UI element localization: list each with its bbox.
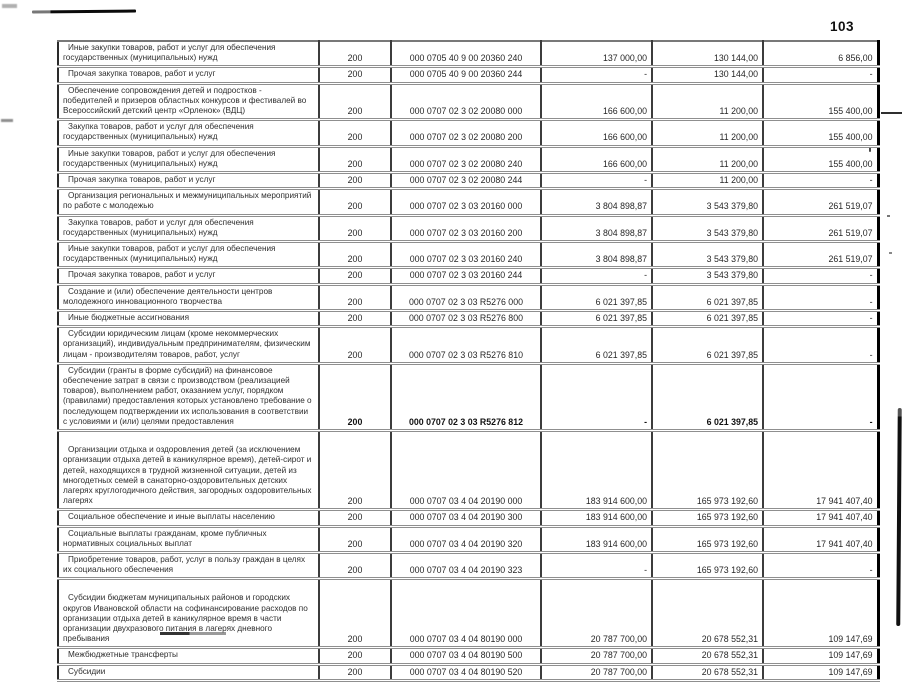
amount-approved-cell: 166 600,00 [541, 120, 652, 146]
scan-speck [887, 215, 890, 217]
amount-executed-cell: 3 543 379,80 [652, 268, 763, 284]
amount-executed-cell: 3 543 379,80 [652, 242, 763, 268]
amount-approved-cell: 3 804 898,87 [541, 242, 652, 268]
kbk-code-cell: 000 0707 02 3 02 20080 000 [391, 83, 541, 120]
scan-mark-top-line [32, 10, 136, 14]
kbk-code-cell: 000 0707 02 3 02 20080 200 [391, 120, 541, 146]
kbk-code-cell: 000 0705 40 9 00 20360 244 [391, 67, 541, 83]
scan-smudge-top-left [2, 4, 17, 8]
amount-deviation-cell: - [763, 552, 878, 578]
amount-executed-cell: 6 021 397,85 [652, 311, 763, 327]
amount-deviation-cell: 109 147,69 [763, 664, 878, 680]
amount-approved-cell: 183 914 600,00 [541, 510, 652, 526]
amount-approved-cell: 6 021 397,85 [541, 284, 652, 310]
expenditure-name-cell: Прочая закупка товаров, работ и услуг [58, 173, 319, 189]
amount-executed-cell: 11 200,00 [652, 173, 763, 189]
amount-executed-cell: 6 021 397,85 [652, 327, 763, 364]
measure-code-cell: 200 [319, 242, 391, 268]
amount-deviation-cell: - [763, 363, 878, 430]
amount-executed-cell: 165 973 192,60 [652, 552, 763, 578]
measure-code-cell: 200 [319, 552, 391, 578]
expenditure-name-cell: Иные закупки товаров, работ и услуг для обеспечения государственных (муниципальных) нужд [58, 242, 319, 268]
measure-code-cell: 200 [319, 120, 391, 146]
budget-table-body [58, 41, 878, 680]
expenditure-name-cell: Субсидии юридическим лицам (кроме некоммерческих организаций), индивидуальным предпринимателям, физическим лицам - производителям товаров, работ, услуг [58, 327, 319, 364]
table-row [58, 268, 878, 284]
amount-deviation-cell: 109 147,69 [763, 579, 878, 648]
amount-approved-cell: - [541, 67, 652, 83]
kbk-code-cell: 000 0705 40 9 00 20360 240 [391, 41, 541, 67]
measure-code-cell: 200 [319, 311, 391, 327]
kbk-code-cell: 000 0707 02 3 02 20080 244 [391, 173, 541, 189]
amount-approved-cell: 6 021 397,85 [541, 327, 652, 364]
kbk-code-cell: 000 0707 03 4 04 20190 320 [391, 526, 541, 552]
measure-code-cell: 200 [319, 327, 391, 364]
amount-approved-cell: 183 914 600,00 [541, 431, 652, 510]
expenditure-name-cell: Организация региональных и межмуниципальных мероприятий по работе с молодежью [58, 189, 319, 215]
amount-deviation-cell: - [763, 67, 878, 83]
amount-approved-cell: 137 000,00 [541, 41, 652, 67]
amount-approved-cell: 3 804 898,87 [541, 189, 652, 215]
expenditure-name-cell: Прочая закупка товаров, работ и услуг [58, 67, 319, 83]
table-row [58, 510, 878, 526]
measure-code-cell: 200 [319, 526, 391, 552]
measure-code-cell: 200 [319, 363, 391, 430]
amount-deviation-cell: 261 519,07 [763, 242, 878, 268]
amount-executed-cell: 20 678 552,31 [652, 648, 763, 664]
expenditure-name-cell: Иные закупки товаров, работ и услуг для обеспечения государственных (муниципальных) нужд [58, 146, 319, 172]
budget-expenditure-table [57, 40, 880, 682]
amount-executed-cell: 3 543 379,80 [652, 215, 763, 241]
amount-executed-cell: 11 200,00 [652, 120, 763, 146]
kbk-code-cell: 000 0707 02 3 03 20160 240 [391, 242, 541, 268]
table-row [58, 284, 878, 310]
measure-code-cell: 200 [319, 41, 391, 67]
amount-deviation-cell: - [763, 311, 878, 327]
expenditure-name-cell: Субсидии бюджетам муниципальных районов и городских округов Ивановской области на софинансирование расходов по организации отдыха детей в каникулярное время в части организации двухразового питания в лагерях дневного пребывания [58, 579, 319, 648]
measure-code-cell: 200 [319, 173, 391, 189]
amount-executed-cell: 11 200,00 [652, 146, 763, 172]
kbk-code-cell: 000 0707 02 3 02 20080 240 [391, 146, 541, 172]
table-row [58, 215, 878, 241]
measure-code-cell: 200 [319, 67, 391, 83]
scan-mark-right-edge-bar [896, 408, 902, 626]
measure-code-cell: 200 [319, 431, 391, 510]
expenditure-name-cell: Субсидии [58, 664, 319, 680]
measure-code-cell: 200 [319, 510, 391, 526]
amount-deviation-cell: 17 941 407,40 [763, 510, 878, 526]
measure-code-cell: 200 [319, 648, 391, 664]
expenditure-name-cell: Прочая закупка товаров, работ и услуг [58, 268, 319, 284]
table-row [58, 242, 878, 268]
table-row [58, 189, 878, 215]
expenditure-name-cell: Создание и (или) обеспечение деятельности центров молодежного инновационного творчества [58, 284, 319, 310]
amount-executed-cell: 3 543 379,80 [652, 189, 763, 215]
kbk-code-cell: 000 0707 03 4 04 20190 323 [391, 552, 541, 578]
kbk-code-cell: 000 0707 02 3 03 20160 000 [391, 189, 541, 215]
amount-approved-cell: - [541, 363, 652, 430]
amount-approved-cell: 20 787 700,00 [541, 664, 652, 680]
amount-deviation-cell: - [763, 268, 878, 284]
amount-deviation-cell: 261 519,07 [763, 215, 878, 241]
table-row [58, 552, 878, 578]
amount-executed-cell: 20 678 552,31 [652, 664, 763, 680]
measure-code-cell: 200 [319, 284, 391, 310]
table-row [58, 431, 878, 510]
measure-code-cell: 200 [319, 215, 391, 241]
amount-executed-cell: 130 144,00 [652, 41, 763, 67]
amount-executed-cell: 165 973 192,60 [652, 510, 763, 526]
amount-approved-cell: - [541, 552, 652, 578]
measure-code-cell: 200 [319, 579, 391, 648]
amount-executed-cell: 11 200,00 [652, 83, 763, 120]
amount-approved-cell: 3 804 898,87 [541, 215, 652, 241]
expenditure-name-cell: Обеспечение сопровождения детей и подростков - победителей и призеров областных конкурсов и фестивалей во Всероссийский детский центр «Орленок» (ВДЦ) [58, 83, 319, 120]
amount-deviation-cell: - [763, 327, 878, 364]
amount-executed-cell: 130 144,00 [652, 67, 763, 83]
table-row [58, 41, 878, 67]
amount-deviation-cell: 6 856,00 [763, 41, 878, 67]
table-row [58, 146, 878, 172]
table-row [58, 363, 878, 430]
amount-approved-cell: - [541, 173, 652, 189]
amount-approved-cell: 20 787 700,00 [541, 648, 652, 664]
amount-approved-cell: 166 600,00 [541, 83, 652, 120]
amount-approved-cell: 166 600,00 [541, 146, 652, 172]
table-row [58, 311, 878, 327]
amount-deviation-cell: 155 400,00 [763, 120, 878, 146]
expenditure-name-cell: Субсидии (гранты в форме субсидий) на финансовое обеспечение затрат в связи с производством (реализацией товаров), выполнением работ, оказанием услуг, порядком (правилами) предоставления которых установлено требование о последующем подтверждении их использования в соответствии с условиями и (или) целями предоставления [58, 363, 319, 430]
kbk-code-cell: 000 0707 03 4 04 20190 300 [391, 510, 541, 526]
table-row [58, 327, 878, 364]
table-row [58, 83, 878, 120]
kbk-code-cell: 000 0707 03 4 04 80190 520 [391, 664, 541, 680]
kbk-code-cell: 000 0707 02 3 03 R5276 812 [391, 363, 541, 430]
expenditure-name-cell: Социальное обеспечение и иные выплаты населению [58, 510, 319, 526]
expenditure-name-cell: Иные закупки товаров, работ и услуг для обеспечения государственных (муниципальных) нужд [58, 41, 319, 67]
table-row [58, 526, 878, 552]
expenditure-name-cell: Закупка товаров, работ и услуг для обеспечения государственных (муниципальных) нужд [58, 215, 319, 241]
expenditure-name-cell: Закупка товаров, работ и услуг для обеспечения государственных (муниципальных) нужд [58, 120, 319, 146]
measure-code-cell: 200 [319, 189, 391, 215]
measure-code-cell: 200 [319, 664, 391, 680]
scan-mark-right-dash [881, 112, 902, 114]
amount-approved-cell: 183 914 600,00 [541, 526, 652, 552]
table-row [58, 173, 878, 189]
amount-executed-cell: 165 973 192,60 [652, 431, 763, 510]
table-row [58, 664, 878, 680]
table-row [58, 579, 878, 648]
kbk-code-cell: 000 0707 02 3 03 20160 244 [391, 268, 541, 284]
table-row [58, 648, 878, 664]
page-number: 103 [830, 19, 855, 34]
kbk-code-cell: 000 0707 03 4 04 80190 500 [391, 648, 541, 664]
kbk-code-cell: 000 0707 02 3 03 R5276 810 [391, 327, 541, 364]
amount-deviation-cell: 261 519,07 [763, 189, 878, 215]
measure-code-cell: 200 [319, 146, 391, 172]
kbk-code-cell: 000 0707 02 3 03 R5276 000 [391, 284, 541, 310]
amount-deviation-cell: 17 941 407,40 [763, 431, 878, 510]
kbk-code-cell: 000 0707 03 4 04 20190 000 [391, 431, 541, 510]
amount-executed-cell: 6 021 397,85 [652, 363, 763, 430]
amount-executed-cell: 20 678 552,31 [652, 579, 763, 648]
amount-deviation-cell: - [763, 284, 878, 310]
expenditure-name-cell: Межбюджетные трансферты [58, 648, 319, 664]
amount-deviation-cell: 155 400,00 [763, 83, 878, 120]
amount-approved-cell: 6 021 397,85 [541, 311, 652, 327]
expenditure-name-cell: Приобретение товаров, работ, услуг в пользу граждан в целях их социального обеспечения [58, 552, 319, 578]
amount-deviation-cell: 155 400,00 [763, 146, 878, 172]
table-row [58, 120, 878, 146]
kbk-code-cell: 000 0707 03 4 04 80190 000 [391, 579, 541, 648]
amount-deviation-cell: - [763, 173, 878, 189]
amount-deviation-cell: 17 941 407,40 [763, 526, 878, 552]
amount-approved-cell: 20 787 700,00 [541, 579, 652, 648]
kbk-code-cell: 000 0707 02 3 03 R5276 800 [391, 311, 541, 327]
scan-speck [889, 252, 892, 254]
amount-approved-cell: - [541, 268, 652, 284]
kbk-code-cell: 000 0707 02 3 03 20160 200 [391, 215, 541, 241]
amount-executed-cell: 165 973 192,60 [652, 526, 763, 552]
amount-executed-cell: 6 021 397,85 [652, 284, 763, 310]
table-row [58, 67, 878, 83]
expenditure-name-cell: Социальные выплаты гражданам, кроме публичных нормативных социальных выплат [58, 526, 319, 552]
scan-smudge-left-margin [1, 119, 13, 122]
expenditure-name-cell: Организации отдыха и оздоровления детей (за исключением организации отдыха детей в каникулярное время), детей-сирот и детей, находящихся в трудной жизненной ситуации, детей из многодетных семей в санаторно-оздоровительных детских лагерях круглогодичного действия, загородных оздоровительных лагерях [58, 431, 319, 510]
amount-deviation-cell: 109 147,69 [763, 648, 878, 664]
measure-code-cell: 200 [319, 268, 391, 284]
expenditure-name-cell: Иные бюджетные ассигнования [58, 311, 319, 327]
measure-code-cell: 200 [319, 83, 391, 120]
